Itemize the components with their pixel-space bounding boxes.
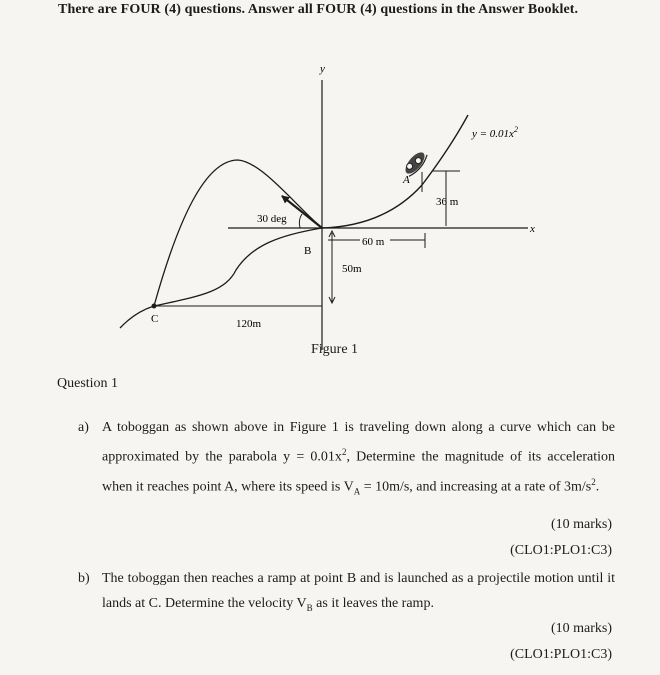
x-axis-label: x [530, 223, 535, 235]
part-b-label: b) [78, 571, 90, 586]
question-title: Question 1 [57, 376, 119, 391]
part-b-text: The toboggan then reaches a ramp at point B and is launched as a projectile motion until it lands at C. Determine the velocity $V_B$ as it leaves the ramp. [102, 571, 615, 613]
launch-velocity-arrow [282, 196, 322, 228]
point-c-label: C [151, 313, 159, 325]
exam-instructions: There are FOUR (4) questions. Answer all FOUR (4) questions in the Answer Booklet. [58, 2, 579, 17]
point-a-label: A [403, 174, 410, 186]
dim-60-label: 60 m [362, 236, 385, 248]
y-axis-label: y [320, 63, 325, 75]
dim-36-label: 36 m [436, 196, 459, 208]
question-part-b [78, 566, 615, 621]
dim-120-label: 120m [236, 318, 262, 330]
part-a-marks: (10 marks) [550, 517, 612, 532]
part-a-label: a) [78, 420, 89, 435]
part-a-clo: (CLO1:PLO1:C3) [510, 543, 612, 558]
point-b-label: B [304, 245, 312, 257]
part-b-marks: (10 marks) [550, 621, 612, 636]
part-a-text: A toboggan as shown above in Figure 1 is traveling down along a curve which can be approximated by the parabola $y = 0.01x^2$, Determine the magnitude of its acceleration when it reaches point A, where its speed is $V_A = 10m/s$, and increasing at a rate of $3m/s^2$. [102, 420, 615, 497]
dim-50-label: 50m [342, 263, 362, 275]
curve-equation: $y = 0.01x^2$ [472, 125, 518, 140]
question-part-a [78, 415, 615, 504]
part-b-clo: (CLO1:PLO1:C3) [510, 647, 612, 662]
angle-arc [299, 214, 302, 228]
point-c-marker [152, 304, 157, 309]
angle-label: 30 deg [257, 213, 287, 225]
figure-caption: Figure 1 [311, 342, 359, 357]
